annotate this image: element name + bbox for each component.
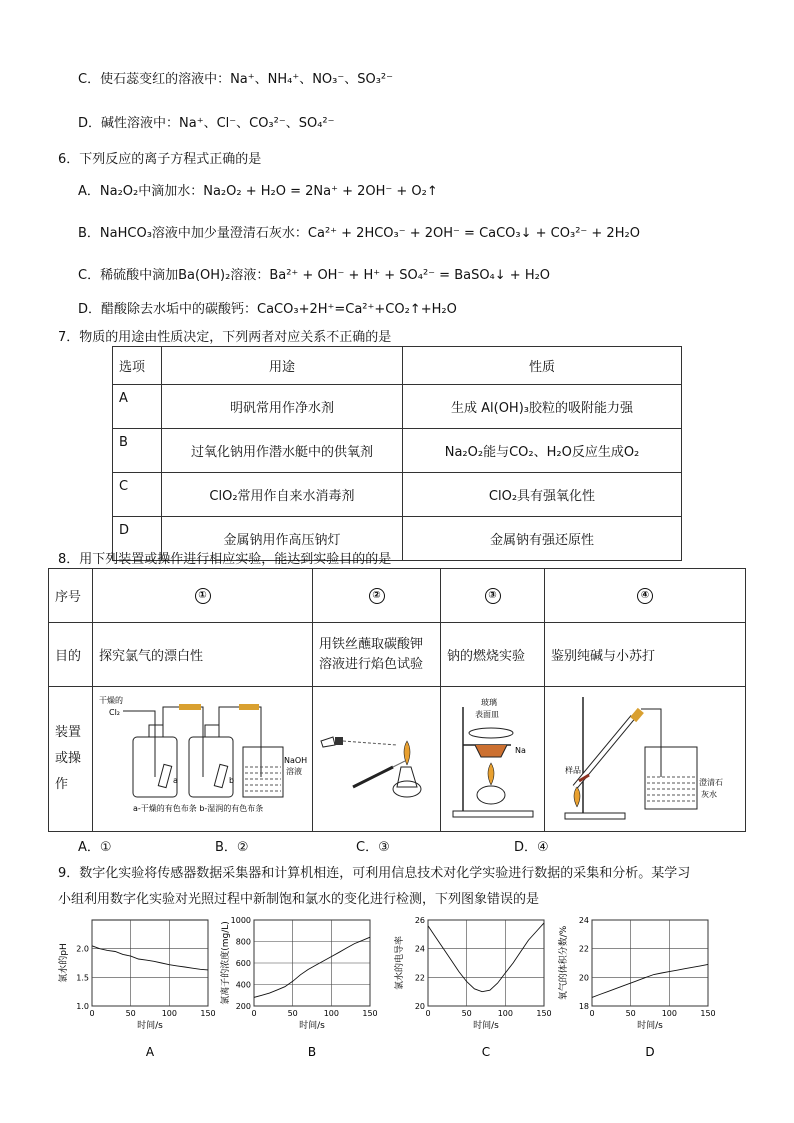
y-tick-label: 26 <box>414 916 425 925</box>
y-tick-label: 22 <box>578 944 589 954</box>
x-tick-label: 50 <box>461 1009 472 1018</box>
y-tick-label: 20 <box>414 1002 425 1011</box>
x-tick-label: 100 <box>497 1009 513 1018</box>
apparatus-2 <box>313 687 441 832</box>
row-option: B <box>113 429 162 473</box>
header-option: 选项 <box>113 347 162 385</box>
q8-stem: 8．用下列装置或操作进行相应实验，能达到实验目的的是 <box>58 552 392 567</box>
row-option: D <box>113 517 162 561</box>
apparatus-4 <box>545 687 746 832</box>
num-1 <box>93 569 313 623</box>
label-a: a <box>173 776 178 785</box>
x-tick-label: 150 <box>362 1009 378 1018</box>
header-use: 用途 <box>162 347 403 385</box>
q8-option-c: C．③ <box>356 840 390 855</box>
chart-A <box>56 912 226 1062</box>
x-tick-label: 0 <box>251 1009 257 1018</box>
purpose-4: 鉴别纯碱与小苏打 <box>545 623 746 687</box>
y-tick-label: 400 <box>235 980 251 990</box>
q9-stem-line1: 9．数字化实验将传感器数据采集器和计算机相连，可利用信息技术对化学实验进行数据的采集和分析。某学习 <box>58 866 691 881</box>
y-tick-label: 22 <box>414 973 425 983</box>
chart-option-label: C <box>481 1045 491 1059</box>
label-b: b <box>229 776 235 785</box>
x-tick-label: 0 <box>425 1009 431 1018</box>
y-axis-label: 氯水的pH <box>59 943 69 983</box>
purpose-3: 钠的燃烧实验 <box>441 623 545 687</box>
q7-table <box>112 346 682 561</box>
table-row <box>49 569 746 623</box>
y-tick-label: 600 <box>235 959 251 968</box>
gas-label: 干燥的 <box>99 696 123 705</box>
y-tick-label: 20 <box>578 973 589 983</box>
x-tick-label: 150 <box>200 1009 216 1018</box>
num-4 <box>545 569 746 623</box>
y-axis-label: 氯离子的浓度(mg/L) <box>221 921 231 1005</box>
plot-frame <box>592 920 708 1006</box>
q7-stem: 7．物质的用途由性质决定，下列两者对应关系不正确的是 <box>58 330 392 345</box>
option-prefix: C．使石蕊变红的溶液中： <box>78 72 231 87</box>
chart-C <box>392 912 562 1062</box>
row-use: 过氧化钠用作潜水艇中的供氧剂 <box>162 429 403 473</box>
flame-test-figure <box>313 687 439 827</box>
header-property: 性质 <box>403 347 682 385</box>
y-tick-label: 18 <box>578 1002 589 1011</box>
series-line <box>254 937 370 997</box>
q9-charts <box>56 912 756 1062</box>
option-prefix: D．碱性溶液中： <box>78 116 180 131</box>
y-tick-label: 24 <box>578 916 589 925</box>
carbonate-test-figure <box>545 687 745 827</box>
label-number: 序号 <box>49 569 93 623</box>
x-tick-label: 100 <box>161 1009 177 1018</box>
purpose-1: 探究氯气的漂白性 <box>93 623 313 687</box>
q6-option-a: A．Na₂O₂中滴加水：Na₂O₂ + H₂O = 2Na⁺ + 2OH⁻ + O₂↑ <box>78 184 438 199</box>
q5-option-d <box>78 112 334 131</box>
q6-stem: 6．下列反应的离子方程式正确的是 <box>58 152 262 167</box>
sodium-combustion-figure <box>441 687 543 827</box>
option-ions: Na⁺、Cl⁻、CO₃²⁻、SO₄²⁻ <box>179 116 335 131</box>
label-apparatus: 装置或操作 <box>49 687 93 832</box>
gas-bottles-figure <box>93 687 311 827</box>
q8-option-a: A．① <box>78 840 112 855</box>
chart-option-label: B <box>307 1045 317 1059</box>
x-axis-label: 时间/s <box>473 1021 499 1031</box>
figure-caption: a-干燥的有色布条 b-湿润的有色布条 <box>133 804 264 813</box>
y-tick-label: 200 <box>235 1002 251 1011</box>
q8-table <box>48 568 746 832</box>
apparatus-3 <box>441 687 545 832</box>
glass-label: 玻璃 <box>481 698 497 707</box>
circled-number: ② <box>369 588 385 604</box>
chart-D <box>556 912 726 1062</box>
q6-option-d: D．醋酸除去水垢中的碳酸钙：CaCO₃+2H⁺=Ca²⁺+CO₂↑+H₂O <box>78 302 457 317</box>
q6-option-b: B．NaHCO₃溶液中加少量澄清石灰水：Ca²⁺ + 2HCO₃⁻ + 2OH⁻ = CaCO₃↓ + CO₃²⁻ + 2H₂O <box>78 226 640 241</box>
table-row <box>113 473 682 517</box>
row-option: C <box>113 473 162 517</box>
circled-number: ① <box>195 588 211 604</box>
label-purpose: 目的 <box>49 623 93 687</box>
row-property: Na₂O₂能与CO₂、H₂O反应生成O₂ <box>403 429 682 473</box>
table-header-row <box>113 347 682 385</box>
row-property: 生成 Al(OH)₃胶粒的吸附能力强 <box>403 385 682 429</box>
sample-label: 样品 <box>565 766 581 775</box>
limewater-label: 澄清石 <box>699 778 723 787</box>
option-ions: Na⁺、NH₄⁺、NO₃⁻、SO₃²⁻ <box>230 72 394 87</box>
table-row <box>113 429 682 473</box>
purpose-2: 用铁丝蘸取碳酸钾溶液进行焰色试验 <box>313 623 441 687</box>
row-property: 金属钠有强还原性 <box>403 517 682 561</box>
circled-number: ③ <box>485 588 501 604</box>
y-tick-label: 1000 <box>230 916 251 925</box>
watch-glass-label: 表面皿 <box>475 710 499 719</box>
plot-frame <box>92 920 208 1006</box>
x-tick-label: 150 <box>700 1009 716 1018</box>
plot-frame <box>428 920 544 1006</box>
circled-number: ④ <box>637 588 653 604</box>
table-row <box>49 687 746 832</box>
x-tick-label: 150 <box>536 1009 552 1018</box>
x-tick-label: 50 <box>125 1009 136 1018</box>
x-axis-label: 时间/s <box>637 1021 663 1031</box>
q8-option-b: B．② <box>215 840 249 855</box>
y-tick-label: 2.0 <box>76 944 89 954</box>
x-tick-label: 50 <box>625 1009 636 1018</box>
num-2 <box>313 569 441 623</box>
x-axis-label: 时间/s <box>299 1021 325 1031</box>
limewater-label-2: 灰水 <box>701 790 717 799</box>
q9-stem-line2: 小组利用数字化实验对光照过程中新制饱和氯水的变化进行检测，下列图象错误的是 <box>58 892 540 907</box>
series-line <box>428 923 544 992</box>
table-row <box>113 385 682 429</box>
row-use: ClO₂常用作自来水消毒剂 <box>162 473 403 517</box>
table-row <box>49 623 746 687</box>
apparatus-1 <box>93 687 313 832</box>
sodium-label: Na <box>515 746 526 755</box>
series-line <box>92 946 208 970</box>
chart-B <box>218 912 388 1062</box>
y-tick-label: 1.0 <box>76 1002 89 1011</box>
q6-option-c: C．稀硫酸中滴加Ba(OH)₂溶液：Ba²⁺ + OH⁻ + H⁺ + SO₄²⁻ = BaSO₄↓ + H₂O <box>78 268 551 283</box>
x-tick-label: 50 <box>287 1009 298 1018</box>
y-tick-label: 1.5 <box>76 973 89 983</box>
x-axis-label: 时间/s <box>137 1021 163 1031</box>
row-option: A <box>113 385 162 429</box>
chart-option-label: D <box>645 1045 655 1059</box>
naoh-solution-label: 溶液 <box>286 767 302 776</box>
y-tick-label: 24 <box>414 944 425 954</box>
x-tick-label: 100 <box>323 1009 339 1018</box>
x-tick-label: 100 <box>661 1009 677 1018</box>
row-use: 金属钠用作高压钠灯 <box>162 517 403 561</box>
chart-option-label: A <box>145 1045 155 1059</box>
y-tick-label: 800 <box>235 937 251 947</box>
row-property: ClO₂具有强氧化性 <box>403 473 682 517</box>
row-use: 明矾常用作净水剂 <box>162 385 403 429</box>
num-3 <box>441 569 545 623</box>
naoh-label: NaOH <box>284 756 308 765</box>
x-tick-label: 0 <box>89 1009 95 1018</box>
q5-option-c <box>78 68 393 87</box>
y-axis-label: 氧气的体积分数/% <box>559 925 569 1001</box>
series-line <box>592 964 708 997</box>
x-tick-label: 0 <box>589 1009 595 1018</box>
y-axis-label: 氯水的电导率 <box>395 935 405 991</box>
q8-option-d: D．④ <box>514 840 549 855</box>
gas-formula: Cl₂ <box>109 708 121 717</box>
